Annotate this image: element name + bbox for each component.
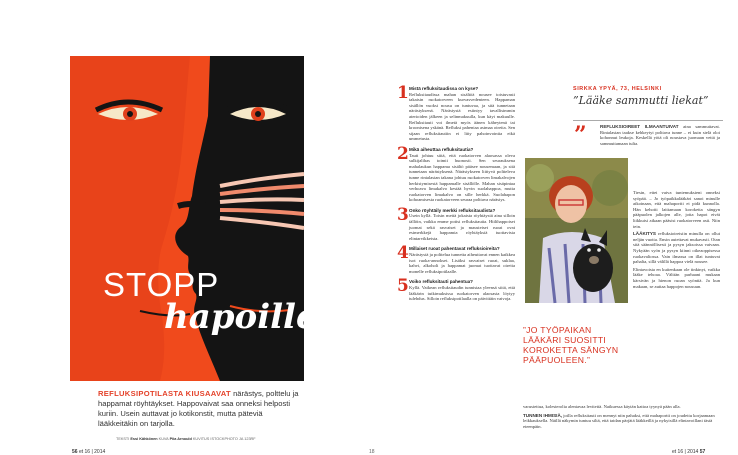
folio-left-issue: et 16 | 2014: [78, 449, 106, 455]
lead-kicker: REFLUKSIPOTILASTA KIUSAAVAT: [98, 389, 231, 398]
testimonial-paragraph-1: [600, 124, 720, 146]
qa-item: [397, 204, 515, 242]
testimonial-paragraph-3: [633, 231, 720, 265]
qa-answer: Tauti johtuu siitä, että ruokatorven alaosassa oleva sulkijalihas toimii huonosti. Sen seurauksena mahalaukun happama sisältö pääsee nousemaan, ja sitä tunnetaan närästyksenä. Närästykseen liittyvä poltteleva tunne rintalastan takana johtuu ruokatorven limakalvojen herkistymisestä happamalle sisällölle. Mahan sisäpintaa verhoava limakalvo kestää hyvin suolahappoa, mutta ruokatorven limakalvo on sille herkkä. Suolahapon kohoamisesta ruokatorveen seuraa polttava närästys.: [409, 152, 515, 203]
qa-answer: Usein kyllä. Toisin mettä jokaista röyhtäystä aina silloin tällöin, vaikka emme potisi refluksitautia. Hiilihappoiset juomat sekä rasvaiset ja mausteiset ruoat ovat esimerkkejä happamia röyhtäyksiä tuottavista elintarvikkeista.: [409, 213, 515, 241]
qa-number: 4: [397, 243, 409, 264]
testimonial-paragraph-2: Tiesin, ettei vaiva tuntemuksieni onneksi syöpää. – Jo työpaikkalääkäri sanoi minulle aikoinaan, että mahaportti ei pidä kunnolla. Hän kehotti laittamaan koroketta sängyn pääpuolen jalkojen alle, jotta hapot eivät liikkuisi aikaan pääsisi ruokatorveen asti. Niin tein.: [633, 190, 720, 229]
qa-number: 3: [397, 204, 409, 225]
testimonial-paragraph-4: Elintavoista en kuitenkaan ole tinkinyt, vaikka lääke tehoaa. Välttän parhaani mukaan kärsivän ja hienon ruoan syöntiä. Ja kun makaan, se auttaa happojen nousuun.: [633, 266, 720, 289]
qa-column: [397, 83, 515, 307]
qa-question: Mistä refluksitaudissa on kyse?: [409, 86, 479, 91]
qa-question: Mikä aiheuttaa refluksitautia?: [409, 146, 474, 152]
qa-item: [397, 143, 515, 203]
qa-item: [397, 83, 515, 142]
paragraph-lead-in: LÄÄKITYS: [633, 231, 656, 237]
folio-right: [672, 449, 705, 455]
woman-with-dog-photo: [525, 158, 628, 303]
qa-question: Onko röyhtäily merkki refluksitaudista?: [409, 207, 496, 213]
folio-left: [72, 449, 105, 455]
qa-number: 2: [397, 143, 409, 164]
credits-photo-label: KUVA: [158, 437, 169, 441]
paragraph-lead-in: REFLUKSIOIREET ILMAANTUIVAT: [600, 124, 679, 129]
title-divider: [573, 120, 723, 121]
gutter-mark: 18: [369, 449, 375, 455]
headline-line2: hapoille: [164, 297, 318, 337]
qa-question: Millaiset ruoat pahentavat refluksioireita?: [409, 246, 500, 252]
paragraph-text: joilla refluksitauti on mennyt niin pahaksi, että mahaportti on joudettu korjaamaan leikkauksella. Näillä näkymin tuntuu siltä, että taidan pärjätä lääkkeillä ja nykyisillä elintavoillani tästä eteenpäin.: [523, 412, 715, 429]
paragraph-lead-in: TUNNEN IHMISIÄ,: [523, 412, 563, 418]
folio-left-number: 56: [72, 449, 78, 455]
qa-item: [397, 243, 515, 274]
qa-answer: Refluksitaudissa mahan sisältöä nousee toistuvasti takaisin ruokatorveen kurvasvedenteen. Happaman sisällön vuoksi nousu on tuntuvaa, ja sitä tunnetaan närästyksenä. Närästystä esiintyy tavallisimmin aterioiden jälkeen ja selinmakuulla, kun käyt makuulle. Refluksitauti voi ilmetä myös äänen käheytenä tai kroonisena yskänä. Refluksi pahentaa astmaa oireita. Sen sijaan refluksitautiin ei liity pahoinvointia eikä ummetusta.: [409, 91, 515, 142]
qa-question: Voiko refluksitauti pahentua?: [409, 279, 473, 285]
testimonial-title: ”Lääke sammutti liekat”: [573, 94, 709, 107]
testimonial-body-column: [633, 190, 720, 291]
testimonial-body-bottom: [523, 404, 721, 429]
qa-number: 5: [397, 276, 409, 297]
credits-illustration: KUVITUS ISTOCKPHOTO JA 123RF: [192, 437, 256, 441]
credits-text-label: TEKSTI: [116, 437, 130, 441]
credits-text-author: Essi Kähkönen: [130, 437, 158, 441]
folio-right-number: 57: [699, 449, 706, 455]
testimonial-paragraph-6: [523, 413, 721, 430]
qa-number: 1: [397, 83, 409, 103]
paragraph-text: aina sammuttavat. Rintalastan taakse kehkeytyi polttava tunne – ei kuin sielä oloi kohonnut leukoja. Keskellä yötä oli noustava juomaan vettä ja sammuttamaan tulta.: [600, 124, 720, 146]
qa-item: [397, 276, 515, 302]
qa-answer: Kyllä. Vaikean refluksitaudin tunnistaa yleensä siitä, että lääkärin tutkimuksissa ruokatorven alaosasta löytyy tulehdus. Silloin refluksipotilaalla on päivittäin vaivoja.: [409, 285, 515, 302]
lead-paragraph: [98, 389, 304, 429]
lead-text: närästys, polttelu ja happamat röyhtäykset. Happovaivat saa onneksi helposti kuriin. Usein auttavat jo kotikonstit, mutta päteviä lääkkeitäkin on tarjolla.: [98, 389, 299, 428]
qa-answer: Närästystä ja polttelua tunnetta aiheuttavat ennen kaikkea isot ruoka-annokset. Lisäksi rasvaiset ruoat, suklaa, kahvi, alkoholi ja happamat juomat tuottavat oireita monelle refluksipotilaalle.: [409, 252, 515, 274]
paragraph-text: refluksioireisiin minulla on ollut neljän vuotta. Ensin autettavat mukavasti. Otan sitä säännöllisesti ja pysyn jaksoissa vaivaan. Nykyään syön ja pysyn kiinni oikeaoppisessa ruokavaliossa. Vain ilmassa on illat tuntuvat pahalta, sillä välillä happoa vielä nousee.: [633, 231, 720, 265]
testimonial-paragraph-5: varustettua, kolesterolia alentavaa levitettä. Naikuessa käytän kattoa tyynyä pään alla.: [523, 404, 681, 409]
credits-line: [116, 437, 316, 441]
credits-photo-author: Piia Arnould: [169, 437, 192, 441]
headline-line1: STOPP: [103, 266, 220, 303]
testimonial-kicker: SIRKKA YPYÄ, 73, HELSINKI: [573, 86, 662, 92]
pull-quote: ”JO TYÖPAIKAN LÄÄKÄRI SUOSITTI KOROKETTA SÄNGYN PÄÄPUOLEEN.”: [523, 325, 619, 365]
folio-right-issue: et 16 | 2014: [672, 449, 699, 455]
quote-mark-icon: ”: [574, 122, 587, 148]
